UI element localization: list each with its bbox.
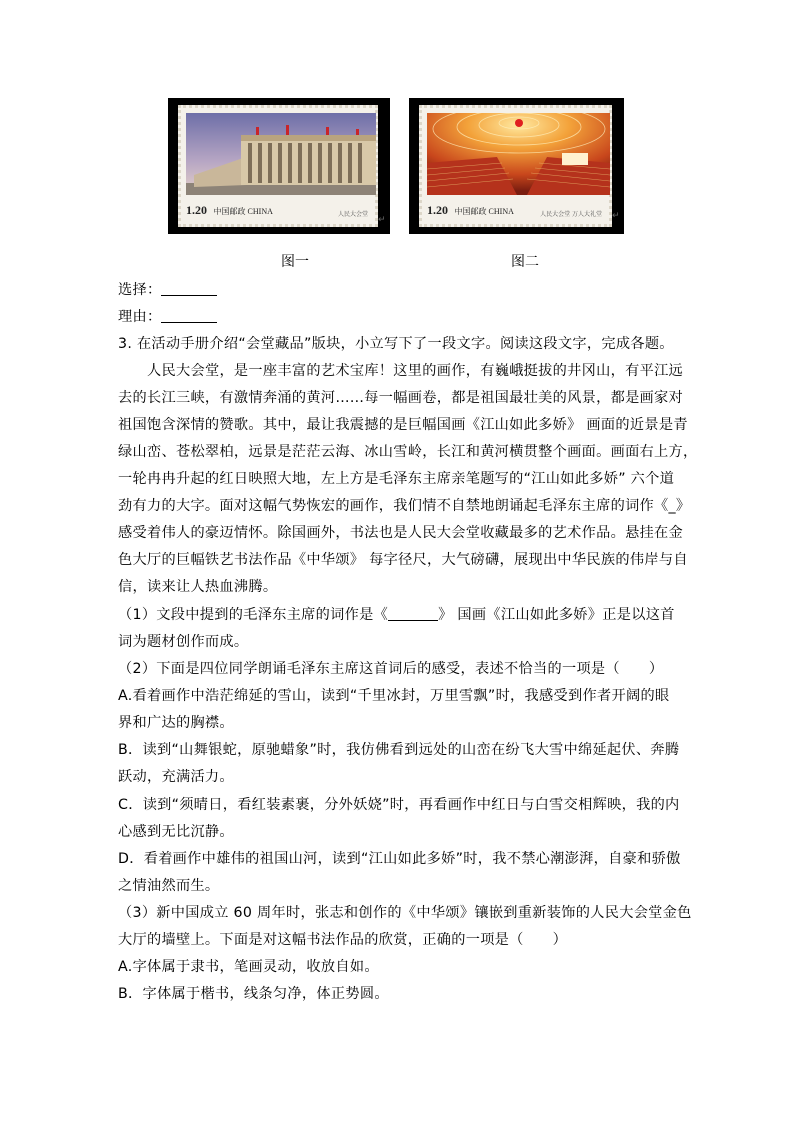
- subquestion-3-stem: （3）新中国成立 60 周年时，张志和创作的《中华颂》镶嵌到重新装饰的人民大会堂金色: [118, 905, 692, 921]
- subquestion-2-stem: （2）下面是四位同学朗诵毛泽东主席这首词后的感受，表述不恰当的一项是（ ）: [118, 661, 664, 677]
- passage-line: 祖国饱含深情的赞歌。其中，最让我震撼的是巨幅国画《江山如此多娇》 画面的近景是青: [118, 417, 688, 433]
- question-3-intro: 3. 在活动手册介绍“会堂藏品”版块，小立写下了一段文字。阅读这段文字，完成各题。: [118, 336, 674, 352]
- subquestion-1-blank[interactable]: [388, 606, 438, 621]
- option-a-cont: 界和广达的胸襟。: [118, 715, 234, 731]
- stamp-denomination: 1.20: [186, 203, 207, 217]
- option-a: A.看着画作中浩茫绵延的雪山，读到“千里冰封，万里雪飘”时，我感受到作者开阔的眼: [118, 688, 670, 704]
- stamp-denomination: 1.20: [427, 203, 448, 217]
- reason-blank[interactable]: [161, 308, 217, 323]
- stamp-footer: [427, 203, 604, 221]
- return-mark-icon: ↵: [378, 215, 386, 225]
- great-hall-exterior-illustration: [186, 113, 376, 195]
- subquestion-3-option-a: A.字体属于隶书，笔画灵动，收放自如。: [118, 959, 379, 975]
- passage-line: 信，读来让人热血沸腾。: [118, 579, 278, 595]
- stamp-postal-name: 中国邮政 CHINA: [454, 207, 514, 216]
- subquestion-1-prefix: （1）文段中提到的毛泽东主席的词作是《: [118, 607, 389, 623]
- choice-label: 选择：: [118, 282, 162, 298]
- subquestion-1-suffix: 》 国画《江山如此多娇》正是以这首: [438, 607, 675, 623]
- passage-line: 色大厅的巨幅铁艺书法作品《中华颂》 每字径尺，大气磅礴，展现出中华民族的伟岸与自: [118, 552, 688, 568]
- subquestion-1-line: [118, 605, 675, 625]
- return-mark-icon: ↵: [612, 211, 620, 221]
- passage-line: 人民大会堂，是一座丰富的艺术宝库！这里的画作，有巍峨挺拔的井冈山，有平江远: [147, 363, 684, 379]
- figure-1-caption: 图一: [281, 254, 309, 270]
- reason-line: [118, 307, 217, 327]
- passage-line: 劲有力的大字。面对这幅气势恢宏的画作，我们情不自禁地朗诵起毛泽东主席的词作《_》: [118, 498, 691, 514]
- stamp-postal-name: 中国邮政 CHINA: [213, 207, 273, 216]
- stamp-paper: [419, 105, 612, 227]
- figure-2-stamp: [409, 98, 624, 234]
- great-hall-auditorium-illustration: [427, 113, 610, 195]
- option-b: B．读到“山舞银蛇，原驰蜡象”时，我仿佛看到远处的山峦在纷飞大雪中绵延起伏、奔腾: [118, 742, 680, 758]
- choice-blank[interactable]: [161, 281, 217, 296]
- stamp-footer: [186, 203, 370, 221]
- passage-line: 感受着伟人的豪迈情怀。除国画外，书法也是人民大会堂收藏最多的艺术作品。悬挂在金: [118, 525, 684, 541]
- passage-line: 一轮冉冉升起的红日映照大地，左上方是毛泽东主席亲笔题写的“江山如此多娇” 六个道: [118, 471, 675, 487]
- subquestion-1-line-2: 词为题材创作而成。: [118, 634, 249, 650]
- choice-line: [118, 280, 217, 300]
- option-c-cont: 心感到无比沉静。: [118, 824, 234, 840]
- subquestion-3-option-b: B．字体属于楷书，线条匀净，体正势圆。: [118, 986, 389, 1002]
- figure-2-caption: 图二: [511, 254, 539, 270]
- option-d-cont: 之情油然而生。: [118, 878, 220, 894]
- reason-label: 理由：: [118, 309, 162, 325]
- option-b-cont: 跃动，充满活力。: [118, 769, 234, 785]
- stamp-paper: [178, 105, 378, 227]
- passage-line: 去的长江三峡，有激情奔涌的黄河……每一幅画卷，都是祖国最壮美的风景，都是画家对: [118, 390, 684, 406]
- option-d: D．看着画作中雄伟的祖国山河，读到“江山如此多娇”时，我不禁心潮澎湃，自豪和骄傲: [118, 851, 681, 867]
- option-c: C．读到“须晴日，看红装素裹，分外妖娆”时，再看画作中红日与白雪交相辉映，我的内: [118, 797, 680, 813]
- figure-1-stamp: [168, 98, 390, 234]
- stamp-title: 人民大会堂 万人大礼堂: [540, 211, 602, 218]
- stamp-title: 人民大会堂: [337, 211, 368, 218]
- passage-line: 绿山峦、苍松翠柏，远景是茫茫云海、冰山雪岭，长江和黄河横贯整个画面。画面右上方，: [118, 444, 698, 460]
- subquestion-3-stem-cont: 大厅的墙壁上。下面是对这幅书法作品的欣赏，正确的一项是（ ）: [118, 932, 568, 948]
